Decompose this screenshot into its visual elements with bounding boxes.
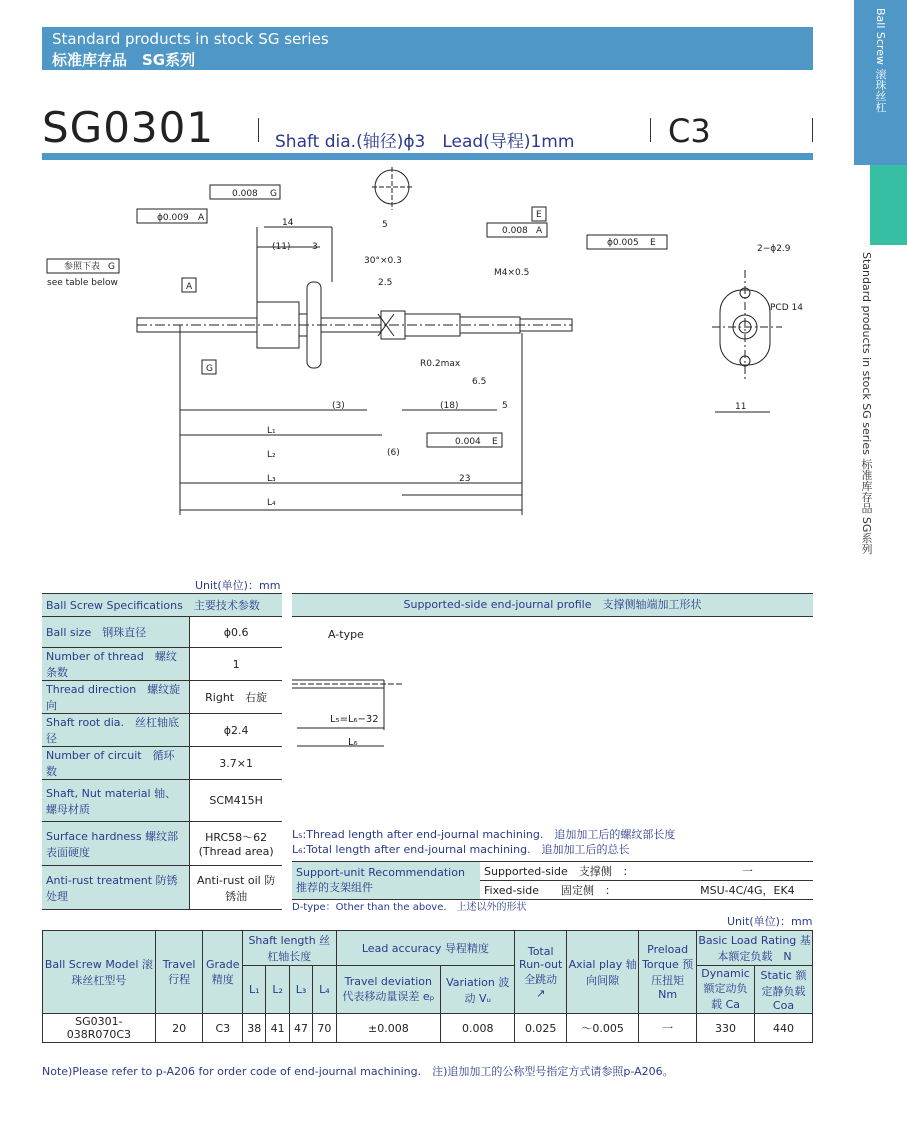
th-travel: Travel 行程	[155, 931, 203, 1014]
spec-key: Thread direction 螺纹旋向	[42, 681, 190, 714]
svg-text:A: A	[536, 226, 543, 236]
cell: 38	[243, 1014, 266, 1043]
cell: ～0.005	[567, 1014, 639, 1043]
svg-text:23: 23	[459, 474, 471, 484]
spec-value: 1	[190, 648, 282, 681]
th-basic-load: Basic Load Rating 基本额定负载 N	[697, 931, 813, 966]
th-runout: Total Run-out 全跳动 ↗	[515, 931, 567, 1014]
header-title-en: Standard products in stock SG series	[52, 30, 329, 48]
support-label: Support-unit Recommendation 推荐的支架组件	[292, 862, 480, 900]
svg-text:0.008: 0.008	[232, 189, 258, 199]
cell: 41	[266, 1014, 289, 1043]
th-variation: Variation 波动 Vᵤ	[441, 966, 515, 1014]
spec-value: Right 右旋	[190, 681, 282, 714]
svg-text:6.5: 6.5	[472, 377, 487, 387]
spec-table	[42, 593, 282, 910]
th-travel-dev: Travel deviation 代表移动量误差 eₚ	[336, 966, 441, 1014]
th-l2: L₂	[266, 966, 289, 1014]
th-static: Static 额定静负载 Coa	[754, 966, 812, 1014]
cell: C3	[203, 1014, 243, 1043]
journal-type: A-type	[328, 628, 364, 641]
header-title-cn: 标准库存品 SG系列	[52, 51, 196, 69]
spec-key: Number of circuit 循环数	[42, 747, 190, 780]
svg-text:M4×0.5: M4×0.5	[494, 268, 530, 278]
cell: 20	[155, 1014, 203, 1043]
cell: 47	[289, 1014, 312, 1043]
th-model: Ball Screw Model 滚珠丝杠型号	[43, 931, 156, 1014]
table-row	[43, 1014, 813, 1043]
svg-text:14: 14	[282, 218, 294, 228]
spec-key: Surface hardness 螺纹部表面硬度	[42, 822, 190, 866]
spec-header: Ball Screw Specifications 主要技术参数	[42, 594, 282, 617]
svg-text:G: G	[206, 364, 213, 374]
technical-drawing	[42, 165, 813, 535]
th-shaft-length: Shaft length 丝杠轴长度	[243, 931, 336, 966]
spec-key: Shaft root dia. 丝杠轴底径	[42, 714, 190, 747]
divider	[258, 118, 259, 142]
shaft-lead-title: Shaft dia.(轴径)ϕ3 Lead(导程)1mm	[275, 132, 575, 152]
spec-value: Anti-rust oil 防锈油	[190, 866, 282, 910]
svg-text:(3): (3)	[332, 401, 345, 411]
runout-icon: ↗	[536, 986, 546, 1000]
svg-text:2−ϕ2.9: 2−ϕ2.9	[757, 244, 791, 254]
svg-text:L₂: L₂	[267, 450, 276, 460]
cell: 70	[313, 1014, 336, 1043]
th-preload: Preload Torque 预压扭矩 Nm	[639, 931, 697, 1014]
journal-header: Supported-side end-journal profile 支撑侧轴端加工形状	[292, 593, 813, 617]
svg-text:2.5: 2.5	[378, 278, 393, 288]
cell: 330	[697, 1014, 755, 1043]
svg-text:L₃: L₃	[267, 474, 276, 484]
th-l3: L₃	[289, 966, 312, 1014]
supported-side-value: 一	[682, 862, 813, 881]
header-band	[42, 27, 813, 70]
cell: SG0301-038R070C3	[43, 1014, 156, 1043]
spec-key: Shaft, Nut material 轴、螺母材质	[42, 780, 190, 822]
cell: 0.008	[441, 1014, 515, 1043]
spec-value: HRC58～62 (Thread area)	[190, 822, 282, 866]
svg-text:30°×0.3: 30°×0.3	[364, 256, 402, 266]
footnote: Note)Please refer to p-A206 for order code of end-journal machining. 注)追加加工的公称型号指定方式请参照p-A206。	[42, 1065, 674, 1078]
svg-text:(11): (11)	[272, 242, 291, 252]
side-tab-series-label: Standard products in stock SG series 标准库存品 SG系列	[860, 252, 873, 555]
svg-text:L₁: L₁	[267, 426, 276, 436]
divider	[650, 118, 651, 142]
side-tab-ball-screw[interactable]	[854, 0, 907, 165]
spec-value: ϕ2.4	[190, 714, 282, 747]
th-lead-accuracy: Lead accuracy 导程精度	[336, 931, 515, 966]
spec-key: Number of thread 螺纹条数	[42, 648, 190, 681]
main-table	[42, 930, 813, 1043]
journal-l5: L₅=L₆−32	[330, 714, 379, 725]
svg-text:ϕ0.009: ϕ0.009	[157, 213, 189, 223]
th-grade: Grade 精度	[203, 931, 243, 1014]
svg-text:A: A	[198, 213, 205, 223]
support-table	[292, 861, 813, 900]
cell: ±0.008	[336, 1014, 441, 1043]
title-rule	[42, 153, 813, 160]
svg-text:E: E	[650, 238, 656, 248]
svg-text:L₄: L₄	[267, 498, 276, 508]
svg-text:G: G	[270, 189, 277, 199]
grade-title: C3	[668, 112, 711, 150]
model-title: SG0301	[42, 103, 215, 152]
svg-text:11: 11	[735, 402, 747, 412]
side-tab-accent	[870, 165, 907, 245]
spec-value: 3.7×1	[190, 747, 282, 780]
svg-text:0.004: 0.004	[455, 437, 481, 447]
journal-note-l6: L₆:Total length after end-journal machining. 追加加工后的总长	[292, 843, 630, 856]
svg-text:(18): (18)	[440, 401, 459, 411]
main-unit: Unit(单位)：mm	[727, 915, 813, 928]
spec-value: SCM415H	[190, 780, 282, 822]
svg-text:ϕ0.005: ϕ0.005	[607, 238, 639, 248]
fixed-side-value: MSU-4C/4G，EK4	[682, 881, 813, 900]
spec-key: Anti-rust treatment 防锈处理	[42, 866, 190, 910]
th-axial: Axial play 轴向间隙	[567, 931, 639, 1014]
cell: 一	[639, 1014, 697, 1043]
svg-text:E: E	[536, 210, 542, 220]
svg-text:3: 3	[312, 242, 318, 252]
svg-text:参照下表: 参照下表	[64, 262, 101, 272]
th-dynamic: Dynamic 额定动负载 Ca	[697, 966, 755, 1014]
svg-text:see table below: see table below	[47, 278, 118, 288]
spec-unit: Unit(单位)：mm	[195, 579, 281, 592]
svg-text:0.008: 0.008	[502, 226, 528, 236]
svg-text:G: G	[108, 262, 115, 272]
cell: 0.025	[515, 1014, 567, 1043]
dtype-note: D-type：Other than the above. 上述以外的形状	[292, 902, 527, 913]
journal-diagram	[292, 670, 402, 750]
th-l4: L₄	[313, 966, 336, 1014]
svg-text:(6): (6)	[387, 448, 400, 458]
svg-text:5: 5	[502, 401, 508, 411]
svg-text:5: 5	[382, 220, 388, 230]
th-l1: L₁	[243, 966, 266, 1014]
side-tab-label: Ball Screw 滚珠丝杠	[874, 8, 887, 113]
svg-text:A: A	[186, 282, 193, 292]
fixed-side-label: Fixed-side 固定侧 ：	[480, 881, 682, 900]
svg-text:E: E	[492, 437, 498, 447]
supported-side-label: Supported-side 支撑侧 ：	[480, 862, 682, 881]
journal-note-l5: L₅:Thread length after end-journal machining. 追加加工后的螺纹部长度	[292, 828, 676, 841]
spec-value: ϕ0.6	[190, 617, 282, 648]
svg-text:PCD 14: PCD 14	[770, 303, 803, 313]
spec-key: Ball size 钢珠直径	[42, 617, 190, 648]
divider	[812, 118, 813, 142]
cell: 440	[754, 1014, 812, 1043]
journal-l6: L₆	[348, 737, 358, 748]
svg-text:R0.2max: R0.2max	[420, 359, 461, 369]
